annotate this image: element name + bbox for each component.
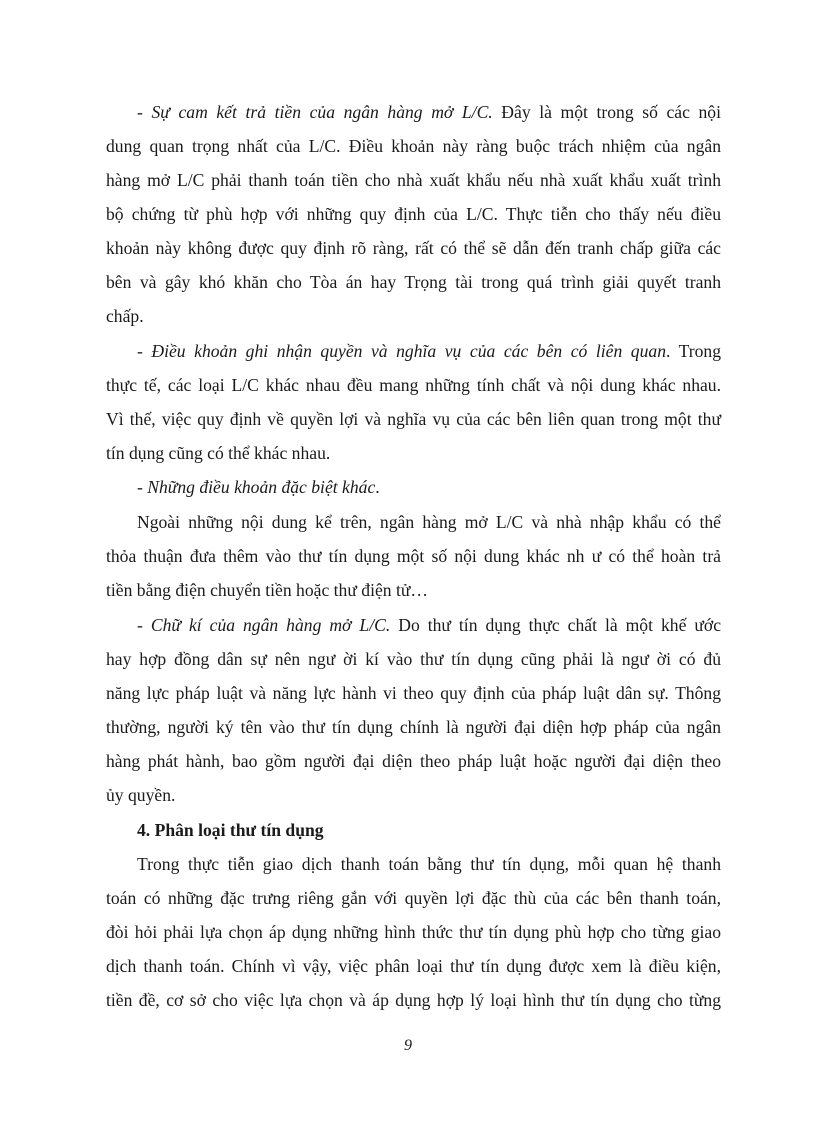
text-line: bộ chứng từ phù hợp với những quy định của L/C. Thực tiễn cho thấy nếu điều <box>106 204 721 224</box>
text-line: Trong thực tiễn giao dịch thanh toán bằng thư tín dụng, mỗi quan hệ thanh <box>137 854 721 874</box>
italic-lead: - Những điều khoản đặc biệt khác <box>137 477 376 497</box>
text-line: bên và gây khó khăn cho Tòa án hay Trọng tài trong quá trình giải quyết tranh <box>106 272 721 292</box>
text-line <box>137 100 721 124</box>
text-line: chấp. <box>106 306 144 326</box>
text-line: dung quan trọng nhất của L/C. Điều khoản này ràng buộc trách nhiệm của ngân <box>106 136 721 156</box>
line-text: Đây là một trong số các nội <box>492 102 721 122</box>
page-number: 9 <box>404 1037 412 1054</box>
text-line: toán có những đặc trưng riêng gắn với quyền lợi đặc thù của các bên thanh toán, <box>106 888 721 908</box>
text-line: thường, người ký tên vào thư tín dụng chính là người đại diện hợp pháp của ngân <box>106 717 721 737</box>
text-line: thực tế, các loại L/C khác nhau đều mang những tính chất và nội dung khác nhau. <box>106 375 721 395</box>
text-line <box>137 475 721 499</box>
text-line: tín dụng cũng có thể khác nhau. <box>106 443 331 463</box>
text-line: ủy quyền. <box>106 785 176 805</box>
text-line: Ngoài những nội dung kể trên, ngân hàng mở L/C và nhà nhập khẩu có thể <box>137 512 721 532</box>
text-line: hay hợp đồng dân sự nên ngư ời kí vào thư tín dụng cũng phải là ngư ời có đủ <box>106 649 721 669</box>
text-line: thỏa thuận đưa thêm vào thư tín dụng một số nội dung khác nh ư có thể hoàn trả <box>106 546 721 566</box>
text-line: Vì thế, việc quy định về quyền lợi và nghĩa vụ của các bên liên quan trong một thư <box>106 409 721 429</box>
text-line: dịch thanh toán. Chính vì vậy, việc phân loại thư tín dụng được xem là điều kiện, <box>106 956 721 976</box>
text-line: khoản này không được quy định rõ ràng, rất có thể sẽ dẫn đến tranh chấp giữa các <box>106 238 721 258</box>
line-text: Do thư tín dụng thực chất là một khế ước <box>390 615 722 635</box>
line-text: . Trong <box>666 341 721 361</box>
line-text: . <box>375 477 380 497</box>
text-line: tiền bằng điện chuyển tiền hoặc thư điện tử… <box>106 580 428 600</box>
text-line: đòi hỏi phải lựa chọn áp dụng những hình thức thư tín dụng phù hợp cho từng giao <box>106 922 721 942</box>
italic-lead: - Chữ kí của ngân hàng mở L/C. <box>137 615 391 635</box>
text-line: hàng phát hành, bao gồm người đại diện theo pháp luật hoặc người đại diện theo <box>106 751 721 771</box>
text-line <box>137 613 721 637</box>
text-line: năng lực pháp luật và năng lực hành vi theo quy định của pháp luật dân sự. Thông <box>106 683 721 703</box>
text-line: tiền đề, cơ sở cho việc lựa chọn và áp dụng hợp lý loại hình thư tín dụng cho từng <box>106 990 721 1010</box>
text-line: hàng mở L/C phải thanh toán tiền cho nhà xuất khẩu nếu nhà xuất khẩu xuất trình <box>106 170 721 190</box>
text-line <box>137 339 721 363</box>
section-heading: 4. Phân loại thư tín dụng <box>137 820 324 840</box>
italic-lead: - Điều khoản ghi nhận quyền và nghĩa vụ của các bên có liên quan <box>137 341 666 361</box>
italic-lead: - Sự cam kết trả tiền của ngân hàng mở L/C. <box>137 102 493 122</box>
